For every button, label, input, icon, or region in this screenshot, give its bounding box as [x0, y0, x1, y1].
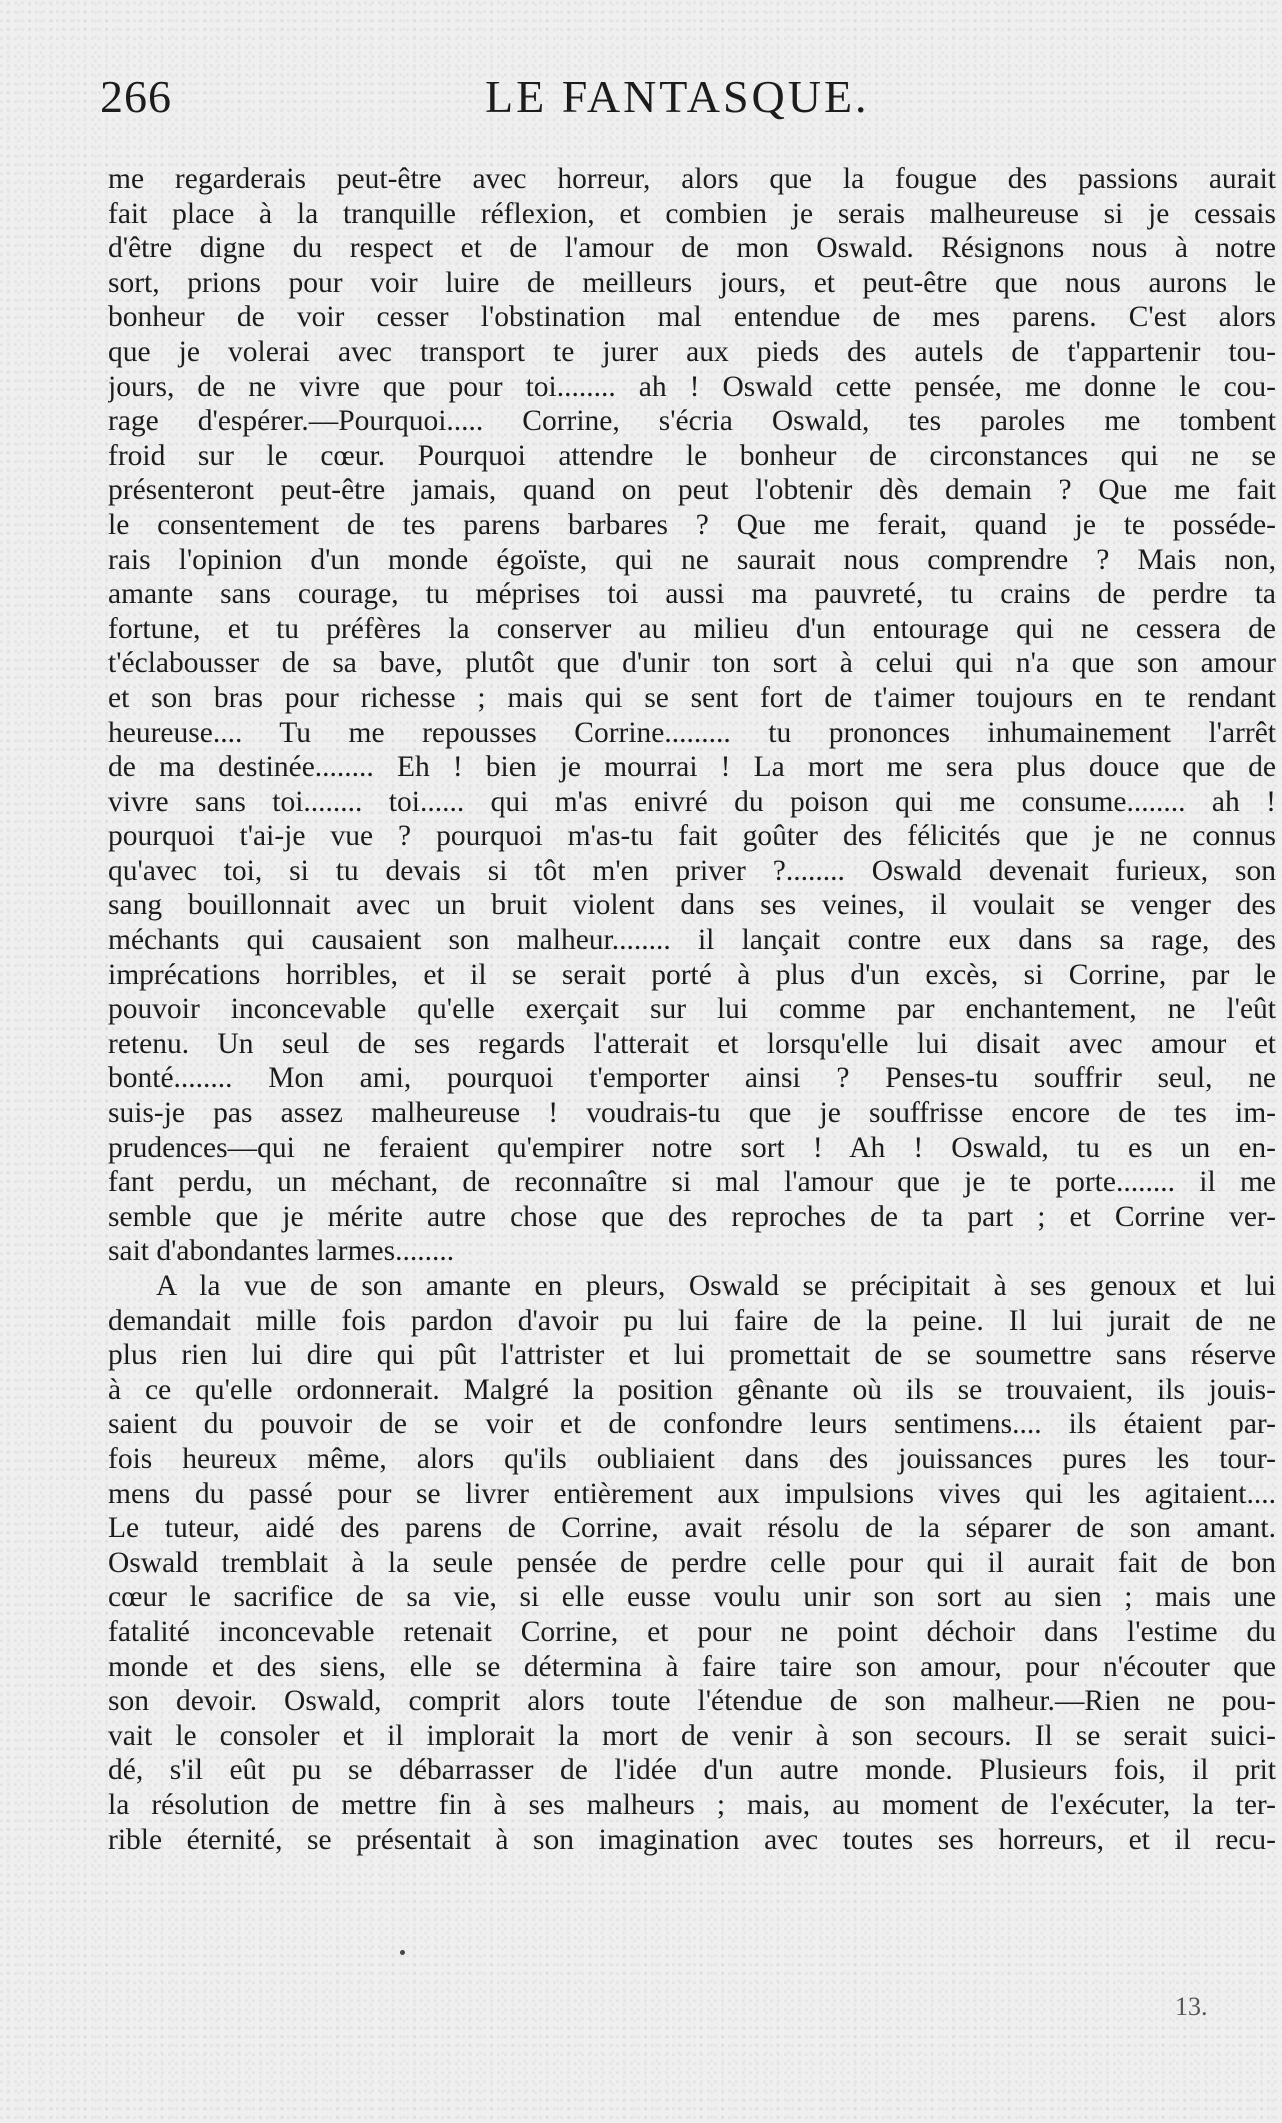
text-line: qu'avec toi, si tu devais si tôt m'en priver ?........ Oswald devenait furieux, son — [108, 854, 1276, 887]
text-line: pouvoir inconcevable qu'elle exerçait sur lui comme par enchantement, ne l'eût — [108, 993, 1276, 1026]
text-line: fatalité inconcevable retenait Corrine, et pour ne point déchoir dans l'estime du — [108, 1615, 1276, 1648]
text-line: A la vue de son amante en pleurs, Oswald se précipitait à ses genoux et lui — [156, 1270, 1276, 1302]
text-line: fortune, et tu préfères la conserver au milieu d'un entourage qui ne cessera de — [108, 612, 1276, 645]
text-line: à ce qu'elle ordonnerait. Malgré la position gênante où ils se trouvaient, ils jouis- — [108, 1373, 1276, 1406]
text-line: de ma destinée........ Eh ! bien je mourrai ! La mort me sera plus douce que de — [108, 751, 1276, 784]
text-line: jours, de ne vivre que pour toi........ ah ! Oswald cette pensée, me donne le cou- — [108, 370, 1276, 403]
text-line: Le tuteur, aidé des parens de Corrine, avait résolu de la séparer de son amant. — [108, 1512, 1276, 1545]
text-line: vivre sans toi........ toi...... qui m'as enivré du poison qui me consume........ ah ! — [108, 785, 1276, 818]
page-number: 266 — [100, 71, 172, 122]
text-line: fait place à la tranquille réflexion, et combien je serais malheureuse si je cessais — [108, 197, 1276, 230]
text-line: fois heureux même, alors qu'ils oubliaient dans des jouissances pures les tour- — [108, 1442, 1276, 1475]
text-line: la résolution de mettre fin à ses malheurs ; mais, au moment de l'exécuter, la ter- — [108, 1788, 1276, 1821]
text-line: heureuse.... Tu me repousses Corrine......... tu prononces inhumainement l'arrêt — [108, 716, 1276, 749]
text-line: dé, s'il eût pu se débarrasser de l'idée d'un autre monde. Plusieurs fois, il prit — [108, 1754, 1276, 1787]
text-line: me regarderais peut-être avec horreur, alors que la fougue des passions aurait — [108, 163, 1276, 195]
text-line: vait le consoler et il implorait la mort de venir à son secours. Il se serait suici- — [108, 1719, 1276, 1752]
text-line: suis-je pas assez malheureuse ! voudrais-tu que je souffrisse encore de tes im- — [108, 1097, 1276, 1130]
signature-mark: 13. — [1175, 1992, 1208, 2021]
text-line: et son bras pour richesse ; mais qui se sent fort de t'aimer toujours en te rendant — [108, 681, 1276, 714]
text-line: retenu. Un seul de ses regards l'atterait et lorsqu'elle lui disait avec amour et — [108, 1027, 1276, 1060]
running-title: LE FANTASQUE. — [485, 71, 870, 122]
text-line: fant perdu, un méchant, de reconnaître si mal l'amour que je te porte........ il me — [108, 1166, 1276, 1199]
text-line: d'être digne du respect et de l'amour de mon Oswald. Résignons nous à notre — [108, 232, 1276, 265]
text-line: que je volerai avec transport te jurer aux pieds des autels de t'appartenir tou- — [108, 335, 1276, 368]
text-line: saient du pouvoir de se voir et de confondre leurs sentimens.... ils étaient par- — [108, 1408, 1276, 1441]
text-line: méchants qui causaient son malheur........ il lançait contre eux dans sa rage, des — [108, 924, 1276, 957]
text-line: rible éternité, se présentait à son imagination avec toutes ses horreurs, et il recu- — [108, 1823, 1276, 1856]
text-line: sang bouillonnait avec un bruit violent dans ses veines, il voulait se venger des — [108, 889, 1276, 922]
text-line: sort, prions pour voir luire de meilleurs jours, et peut-être que nous aurons le — [108, 266, 1276, 299]
text-line: prudences—qui ne feraient qu'empirer notre sort ! Ah ! Oswald, tu es un en- — [108, 1131, 1276, 1164]
text-line: monde et des siens, elle se détermina à faire taire son amour, pour n'écouter que — [108, 1650, 1276, 1683]
text-line: t'éclabousser de sa bave, plutôt que d'unir ton sort à celui qui n'a que son amour — [108, 647, 1276, 680]
text-line: amante sans courage, tu méprises toi aussi ma pauvreté, tu crains de perdre ta — [108, 578, 1276, 611]
text-line: présenteront peut-être jamais, quand on peut l'obtenir dès demain ? Que me fait — [108, 474, 1276, 507]
page-header — [100, 70, 1280, 130]
text-line: plus rien lui dire qui pût l'attrister et lui promettait de se soumettre sans réserve — [108, 1339, 1276, 1372]
text-line: bonheur de voir cesser l'obstination mal entendue de mes parens. C'est alors — [108, 301, 1276, 334]
text-line: imprécations horribles, et il se serait porté à plus d'un excès, si Corrine, par le — [108, 958, 1276, 991]
text-line: le consentement de tes parens barbares ? Que me ferait, quand je te posséde- — [108, 508, 1276, 541]
text-line: demandait mille fois pardon d'avoir pu lui faire de la peine. Il lui jurait de ne — [108, 1304, 1276, 1337]
text-line: semble que je mérite autre chose que des reproches de ta part ; et Corrine ver- — [108, 1200, 1276, 1233]
text-line: bonté........ Mon ami, pourquoi t'emporter ainsi ? Penses-tu souffrir seul, ne — [108, 1062, 1276, 1095]
text-line: froid sur le cœur. Pourquoi attendre le bonheur de circonstances qui ne se — [108, 439, 1276, 472]
text-line: cœur le sacrifice de sa vie, si elle eusse voulu unir son sort au sien ; mais une — [108, 1581, 1276, 1614]
text-line: rage d'espérer.—Pourquoi..... Corrine, s'écria Oswald, tes paroles me tombent — [108, 405, 1276, 438]
text-line: mens du passé pour se livrer entièrement aux impulsions vives qui les agitaient.... — [108, 1477, 1276, 1510]
text-line: pourquoi t'ai-je vue ? pourquoi m'as-tu fait goûter des félicités que je ne connus — [108, 820, 1276, 853]
ink-speck — [400, 1950, 405, 1955]
text-line: son devoir. Oswald, comprit alors toute l'étendue de son malheur.—Rien ne pou- — [108, 1685, 1276, 1718]
text-line: rais l'opinion d'un monde égoïste, qui ne saurait nous comprendre ? Mais non, — [108, 543, 1276, 576]
text-line: Oswald tremblait à la seule pensée de perdre celle pour qui il aurait fait de bon — [108, 1546, 1276, 1579]
body-text — [108, 162, 1276, 1857]
text-line: sait d'abondantes larmes........ — [108, 1235, 455, 1268]
